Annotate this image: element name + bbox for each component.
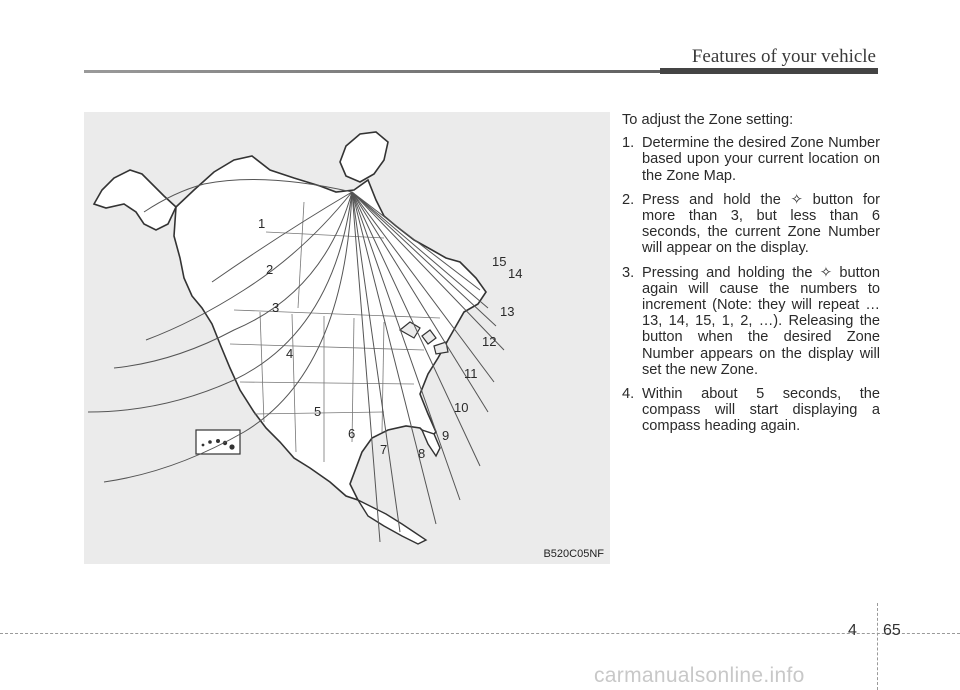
step-number: 2. xyxy=(622,191,635,208)
zone-label-7: 7 xyxy=(380,442,388,457)
zone-label-3: 3 xyxy=(272,300,280,315)
instruction-step xyxy=(622,192,880,257)
zone-label-15: 15 xyxy=(492,254,507,269)
instructions xyxy=(622,112,880,443)
chapter-number: 4 xyxy=(848,622,857,639)
header-rule-accent xyxy=(660,68,878,74)
step-number: 4. xyxy=(622,386,635,403)
step-text: Within about 5 seconds, the compass will start displaying a compass heading again. xyxy=(642,386,880,435)
instruction-step xyxy=(622,135,880,184)
footer-divider xyxy=(0,633,960,634)
zone-label-2: 2 xyxy=(266,262,274,277)
central-america-outline xyxy=(358,500,426,544)
zone-label-10: 10 xyxy=(454,400,469,415)
step-number: 3. xyxy=(622,264,635,281)
page-number: 65 xyxy=(883,622,901,639)
instruction-step xyxy=(622,386,880,435)
zone-label-14: 14 xyxy=(508,266,523,281)
zone-label-13: 13 xyxy=(500,304,515,319)
step-text: Press and hold the ✧ button for more than 3, but less than 6 seconds, the current Zone Number will appear on the display. xyxy=(642,191,880,257)
zone-label-6: 6 xyxy=(348,426,356,441)
zone-label-4: 4 xyxy=(286,346,294,361)
zone-label-5: 5 xyxy=(314,404,322,419)
step-text: Pressing and holding the ✧ button again will cause the numbers to increment (Note: they will repeat …13, 14, 15, 1, 2, …). Releasing the button when the desired Zone Number appears on the display will set the new Zone. xyxy=(642,264,880,378)
instructions-intro: To adjust the Zone setting: xyxy=(622,112,794,128)
watermark[interactable]: carmanualsonline.info xyxy=(594,664,805,687)
greenland-outline xyxy=(340,132,388,182)
zone-label-9: 9 xyxy=(442,428,450,443)
zone-label-8: 8 xyxy=(418,446,426,461)
step-number: 1. xyxy=(622,135,635,152)
page-header-title: Features of your vehicle xyxy=(691,46,876,67)
zone-label-11: 11 xyxy=(464,366,478,381)
page-number-separator xyxy=(877,603,878,690)
zone-map-svg xyxy=(84,112,610,564)
instruction-step xyxy=(622,265,880,378)
zone-label-1: 1 xyxy=(258,216,266,231)
zone-map-figure xyxy=(84,112,610,564)
zone-label-12: 12 xyxy=(482,334,497,349)
figure-code: B520C05NF xyxy=(543,548,604,560)
step-text: Determine the desired Zone Number based upon your current location on the Zone Map. xyxy=(642,135,880,184)
